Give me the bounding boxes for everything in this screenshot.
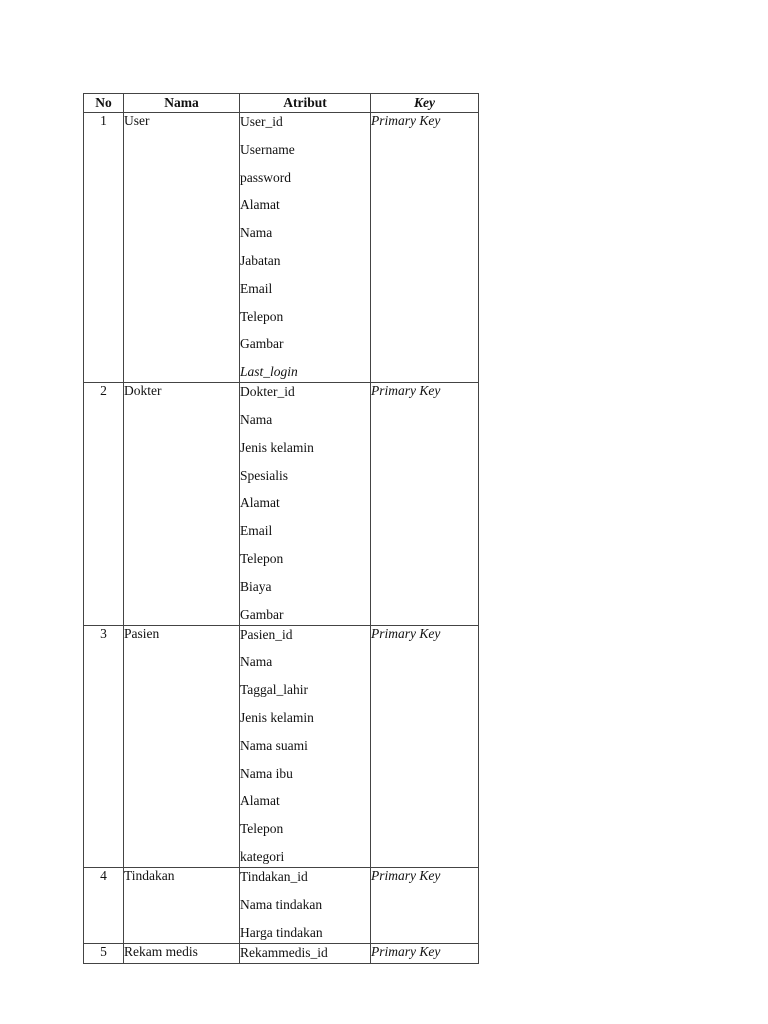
row-key: Primary Key	[371, 625, 479, 867]
attribute: kategori	[240, 848, 285, 864]
attribute: Alamat	[240, 495, 280, 511]
attribute: Nama suami	[240, 737, 308, 753]
attribute: Email	[240, 280, 273, 296]
header-key: Key	[371, 94, 479, 113]
attribute: User_id	[240, 114, 283, 129]
row-key: Primary Key	[371, 943, 479, 963]
table-row	[84, 383, 479, 625]
attribute: Alamat	[240, 793, 280, 809]
table-row	[84, 113, 479, 383]
attribute: Nama ibu	[240, 765, 293, 781]
row-no: 4	[84, 867, 124, 943]
entity-table	[83, 93, 479, 964]
attribute: password	[240, 169, 291, 185]
attribute: Tindakan_id	[240, 868, 308, 884]
attribute: Nama	[240, 411, 273, 427]
attribute: Jenis kelamin	[240, 709, 314, 725]
attribute: Telepon	[240, 308, 284, 324]
attribute: Nama	[240, 225, 273, 241]
row-no: 5	[84, 943, 124, 963]
attribute: Pasien_id	[240, 626, 293, 642]
attribute: Gambar	[240, 336, 284, 352]
row-nama: Pasien	[124, 625, 240, 867]
attribute: Dokter_id	[240, 384, 295, 400]
header-no: No	[84, 94, 124, 113]
table-row	[84, 867, 479, 943]
attribute: Jabatan	[240, 252, 281, 268]
table-row	[84, 625, 479, 867]
row-nama: Rekam medis	[124, 943, 240, 963]
row-nama: Dokter	[124, 383, 240, 625]
row-key: Primary Key	[371, 383, 479, 625]
row-no: 3	[84, 625, 124, 867]
attribute: Telepon	[240, 550, 284, 566]
attribute: Gambar	[240, 606, 284, 622]
attribute: Rekammedis_id	[240, 944, 328, 960]
table-row	[84, 943, 479, 963]
attribute: Taggal_lahir	[240, 682, 309, 698]
attribute: Spesialis	[240, 467, 289, 483]
attribute: Telepon	[240, 821, 284, 837]
attribute: Biaya	[240, 578, 272, 594]
row-atribut-list	[240, 625, 371, 867]
row-nama: User	[124, 113, 240, 383]
row-atribut-list	[240, 867, 371, 943]
row-no: 1	[84, 113, 124, 383]
row-nama: Tindakan	[124, 867, 240, 943]
attribute: Alamat	[240, 197, 280, 213]
attribute: Email	[240, 523, 273, 539]
attribute: Nama tindakan	[240, 896, 323, 912]
header-row	[84, 94, 479, 113]
row-key: Primary Key	[371, 113, 479, 383]
header-atribut: Atribut	[240, 94, 371, 113]
row-atribut-list	[240, 943, 371, 963]
row-key: Primary Key	[371, 867, 479, 943]
header-nama: Nama	[124, 94, 240, 113]
attribute: Username	[240, 141, 295, 157]
attribute: Jenis kelamin	[240, 439, 314, 455]
row-no: 2	[84, 383, 124, 625]
attribute: Nama	[240, 654, 273, 670]
row-atribut-list	[240, 383, 371, 625]
row-atribut-list	[240, 113, 371, 383]
attribute: Last_login	[240, 364, 298, 380]
attribute: Harga tindakan	[240, 924, 323, 940]
